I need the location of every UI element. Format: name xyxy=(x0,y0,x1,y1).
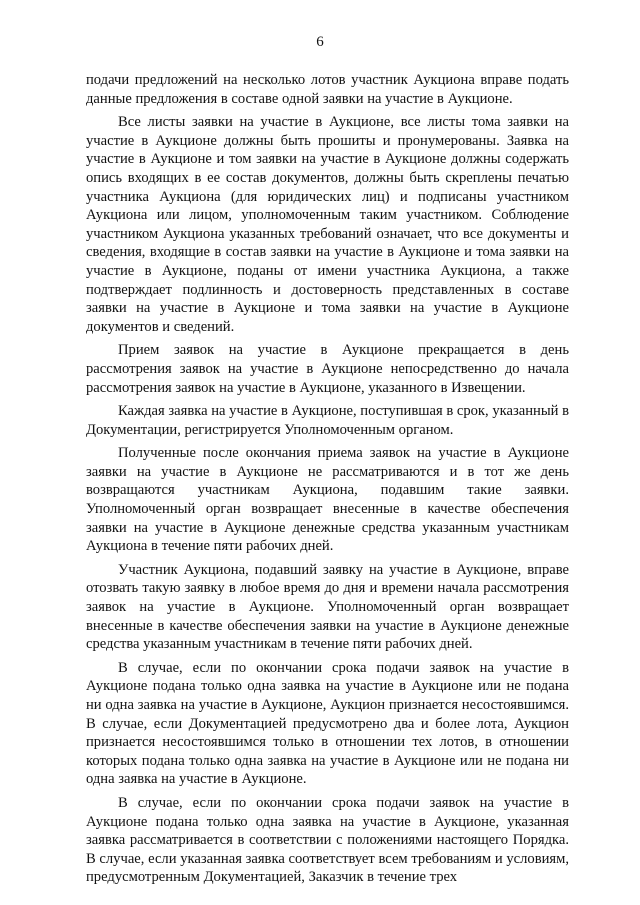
paragraph-4: Каждая заявка на участие в Аукционе, поступившая в срок, указанный в Документации, регистрируется Уполномоченным органом. xyxy=(86,403,569,438)
paragraph-8: В случае, если по окончании срока подачи заявок на участие в Аукционе подана только одна заявка на участие в Аукционе, указанная заявка рассматривается в соответствии с положениями настоящего Порядка. В случае, если указанная заявка соответствует всем требованиям и условиям, предусмотренным Документацией, Заказчик в течение трех xyxy=(86,794,569,886)
paragraph-5: Полученные после окончания приема заявок на участие в Аукционе заявки на участие в Аукционе не рассматриваются и в тот же день возвращаются участникам Аукциона, подавшим такие заявки. Уполномоченный орган возвращает внесенные в качестве обеспечения заявки на участие в Аукционе денежные средства указанным участникам Аукциона в течение пяти рабочих дней. xyxy=(86,445,569,555)
document-body xyxy=(86,71,569,892)
paragraph-2: Все листы заявки на участие в Аукционе, все листы тома заявки на участие в Аукционе должны быть прошиты и пронумерованы. Заявка на участие в Аукционе и том заявки на участие в Аукционе должны содержать опись входящих в ее состав документов, должны быть скреплены печатью участника Аукциона (для юридических лиц) и подписаны участником Аукциона или лицом, уполномоченным таким участником. Соблюдение участником Аукциона указанных требований означает, что все документы и сведения, входящие в состав заявки на участие в Аукционе и тома заявки на участие в Аукционе, поданы от имени участника Аукциона, а также подтверждает подлинность и достоверность представленных в составе заявки на участие в Аукционе и тома заявки на участие в Аукционе документов и сведений. xyxy=(86,114,569,335)
paragraph-7: В случае, если по окончании срока подачи заявок на участие в Аукционе подана только одна заявка на участие в Аукционе или не подана ни одна заявка на участие в Аукционе, Аукцион признается несостоявшимся. В случае, если Документацией предусмотрено два и более лота, Аукцион признается несостоявшимся только в отношении тех лотов, в отношении которых подана только одна заявка на участие в Аукционе или не подана ни одна заявка на участие в Аукционе. xyxy=(86,659,569,788)
paragraph-6: Участник Аукциона, подавший заявку на участие в Аукционе, вправе отозвать такую заявку в любое время до дня и времени начала рассмотрения заявок на участие в Аукционе. Уполномоченный орган возвращает внесенные в качестве обеспечения заявки на участие в Аукционе денежные средства указанным участникам в течение пяти рабочих дней. xyxy=(86,561,569,653)
paragraph-3: Прием заявок на участие в Аукционе прекращается в день рассмотрения заявок на участие в Аукционе непосредственно до начала рассмотрения заявок на участие в Аукционе, указанного в Извещении. xyxy=(86,342,569,396)
paragraph-1: подачи предложений на несколько лотов участник Аукциона вправе подать данные предложения в составе одной заявки на участие в Аукционе. xyxy=(86,72,569,107)
page-number: 6 xyxy=(316,34,324,50)
